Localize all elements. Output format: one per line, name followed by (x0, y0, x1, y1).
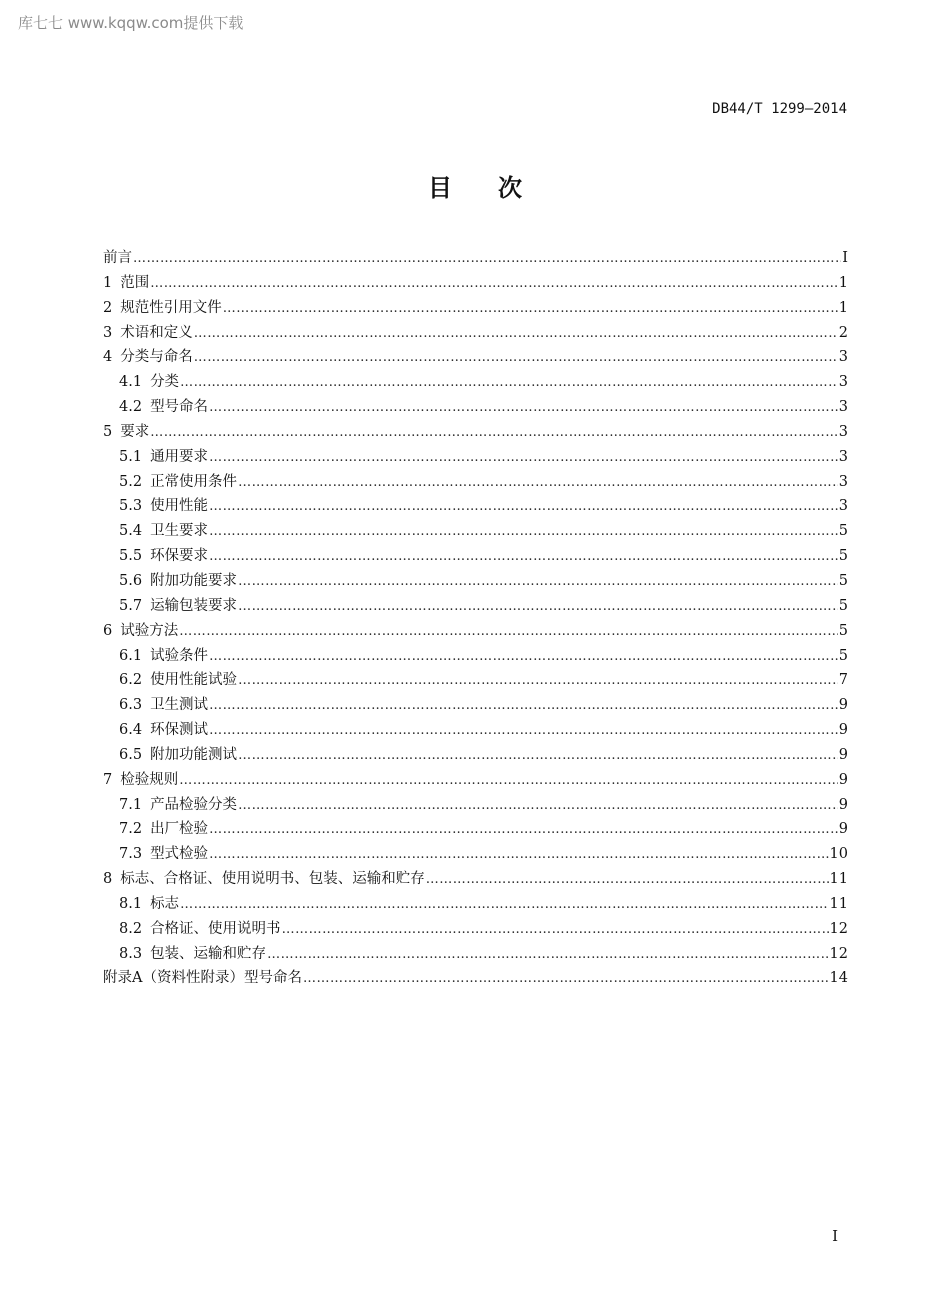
toc-leader-dots (209, 698, 838, 713)
toc-entry-number: 8 (103, 871, 113, 888)
toc-entry-number: 7.1 (119, 796, 143, 813)
toc-entry[interactable] (103, 544, 848, 569)
toc-entry-text: 出厂检验 (150, 821, 209, 838)
toc-leader-dots (179, 773, 838, 788)
toc-entry-label (119, 693, 208, 714)
toc-entry-page: 9 (838, 821, 848, 838)
toc-entry-page: 2 (838, 324, 848, 341)
toc-entry-page: 5 (838, 647, 848, 664)
toc-entry-page: 9 (838, 771, 848, 788)
toc-entry-text: 标志 (150, 895, 180, 912)
toc-entry-page: 3 (838, 349, 848, 366)
toc-entry-number: 5 (103, 423, 113, 440)
toc-entry-number: 5.5 (119, 548, 143, 565)
toc-entry-label (119, 470, 237, 491)
toc-entry-page: 3 (838, 448, 848, 465)
toc-entry-label (119, 817, 208, 838)
toc-entry-text: 使用性能试验 (150, 672, 238, 689)
toc-leader-dots (209, 450, 838, 465)
toc-leader-dots (223, 301, 838, 316)
toc-entry-page: 11 (829, 871, 848, 888)
toc-entry-page: 9 (838, 697, 848, 714)
toc-entry[interactable] (103, 693, 848, 718)
toc-entry[interactable] (103, 445, 848, 470)
toc-entry[interactable] (103, 470, 848, 495)
toc-leader-dots (238, 748, 838, 763)
toc-entry-number: 4.2 (119, 399, 143, 416)
toc-entry-page: 9 (838, 746, 848, 763)
toc-entry-page: 12 (829, 920, 848, 937)
toc-entry-page: 3 (838, 399, 848, 416)
toc-entry-text: 检验规则 (120, 771, 179, 788)
toc-entry[interactable] (103, 793, 848, 818)
toc-entry-number: 6.2 (119, 672, 143, 689)
toc-entry-number: 5.4 (119, 523, 143, 540)
toc-entry-label (119, 395, 208, 416)
toc-entry-page: 3 (838, 498, 848, 515)
toc-entry-text: 卫生要求 (150, 523, 209, 540)
toc-entry-label (119, 743, 237, 764)
toc-entry-number: 5.7 (119, 597, 143, 614)
toc-leader-dots (238, 673, 838, 688)
toc-leader-dots (209, 649, 838, 664)
toc-entry-label (119, 942, 266, 963)
toc-entry-page: 10 (829, 846, 848, 863)
toc-entry-page: 12 (829, 945, 848, 962)
toc-entry-page: 3 (838, 374, 848, 391)
toc-leader-dots (194, 350, 838, 365)
toc-entry-page: 9 (838, 796, 848, 813)
toc-entry[interactable] (103, 892, 848, 917)
toc-entry-label (103, 345, 193, 366)
toc-entry-label (119, 569, 237, 590)
toc-entry-number: 5.3 (119, 498, 143, 515)
toc-entry-label (119, 644, 208, 665)
toc-entry-text: 分类与命名 (120, 349, 193, 366)
toc-entry[interactable] (103, 370, 848, 395)
toc-entry-text: 环保测试 (150, 722, 209, 739)
toc-leader-dots (238, 475, 838, 490)
toc-entry[interactable] (103, 966, 848, 991)
toc-entry-text: 术语和定义 (120, 324, 193, 341)
toc-entry-text: 附加功能测试 (150, 746, 238, 763)
toc-entry-number: 6.5 (119, 746, 143, 763)
toc-leader-dots (267, 947, 828, 962)
toc-leader-dots (303, 971, 829, 986)
toc-entry-text: 要求 (120, 423, 150, 440)
toc-entry-page: 1 (838, 299, 848, 316)
toc-entry-text: 规范性引用文件 (120, 299, 222, 316)
toc-entry-number: 7.2 (119, 821, 143, 838)
toc-entry-text: 通用要求 (150, 448, 209, 465)
toc-entry-page: 1 (838, 274, 848, 291)
toc-leader-dots (133, 251, 841, 266)
toc-entry-text: 包装、运输和贮存 (150, 945, 267, 962)
toc-entry-label (119, 892, 179, 913)
toc-entry-number: 7 (103, 771, 113, 788)
toc-entry-number: 6 (103, 622, 113, 639)
toc-entry-text: 正常使用条件 (150, 473, 238, 490)
toc-entry-number: 4 (103, 349, 113, 366)
toc-leader-dots (179, 624, 838, 639)
toc-entry-number: 8.2 (119, 920, 143, 937)
toc-entry[interactable] (103, 867, 848, 892)
toc-entry[interactable] (103, 395, 848, 420)
toc-entry[interactable] (103, 420, 848, 445)
toc-entry-label (119, 594, 237, 615)
page-title: 目次 (428, 174, 568, 202)
toc-entry-number: 7.3 (119, 846, 143, 863)
toc-entry-text: 型式检验 (150, 846, 209, 863)
toc-entry-label (103, 246, 132, 267)
toc-entry-page: 9 (838, 722, 848, 739)
table-of-contents (103, 246, 848, 991)
toc-entry-label (119, 544, 208, 565)
toc-entry[interactable] (103, 594, 848, 619)
toc-entry[interactable] (103, 917, 848, 942)
toc-entry[interactable] (103, 668, 848, 693)
toc-leader-dots (238, 798, 838, 813)
toc-leader-dots (180, 375, 838, 390)
toc-entry[interactable] (103, 768, 848, 793)
toc-entry[interactable] (103, 345, 848, 370)
toc-entry-text: 型号命名 (150, 399, 209, 416)
toc-entry-number: 6.3 (119, 697, 143, 714)
toc-entry-label (119, 668, 237, 689)
toc-entry[interactable] (103, 494, 848, 519)
toc-entry-label (119, 370, 179, 391)
watermark-text: 库七七 www.kqqw.com提供下载 (18, 14, 244, 32)
toc-entry-label (119, 519, 208, 540)
toc-entry-label (119, 718, 208, 739)
toc-entry-text: 卫生测试 (150, 697, 209, 714)
toc-entry-label (119, 917, 281, 938)
toc-entry-text: 使用性能 (150, 498, 209, 515)
toc-entry-page: 5 (838, 572, 848, 589)
toc-entry-text: 合格证、使用说明书 (150, 920, 281, 937)
toc-entry-label (119, 793, 237, 814)
toc-entry[interactable] (103, 817, 848, 842)
toc-entry-number: 3 (103, 324, 113, 341)
toc-entry-page: 5 (838, 548, 848, 565)
toc-entry-text: 环保要求 (150, 548, 209, 565)
toc-entry[interactable] (103, 246, 848, 271)
toc-entry[interactable] (103, 718, 848, 743)
toc-entry-label (103, 271, 149, 292)
toc-entry-number: 6.4 (119, 722, 143, 739)
toc-leader-dots (209, 549, 838, 564)
toc-leader-dots (209, 822, 838, 837)
toc-entry-number: 2 (103, 299, 113, 316)
toc-leader-dots (180, 897, 828, 912)
toc-entry-text: 范围 (120, 274, 150, 291)
toc-entry-text: 附加功能要求 (150, 572, 238, 589)
toc-entry-text: 试验方法 (120, 622, 179, 639)
toc-entry-text: 标志、合格证、使用说明书、包装、运输和贮存 (120, 871, 425, 888)
toc-entry-text: 附录A（资料性附录）型号命名 (103, 970, 302, 987)
toc-entry-text: 前言 (103, 250, 132, 266)
toc-entry-label (103, 420, 149, 441)
toc-entry-number: 5.6 (119, 572, 143, 589)
toc-entry[interactable] (103, 519, 848, 544)
toc-leader-dots (209, 524, 838, 539)
toc-entry-label (119, 842, 208, 863)
toc-entry-page: 3 (838, 423, 848, 440)
toc-entry-number: 8.1 (119, 895, 143, 912)
toc-entry-text: 产品检验分类 (150, 796, 238, 813)
toc-entry-label (103, 321, 193, 342)
toc-leader-dots (194, 326, 838, 341)
toc-leader-dots (209, 723, 838, 738)
toc-entry-page: 5 (838, 597, 848, 614)
toc-entry-label (103, 619, 178, 640)
toc-leader-dots (150, 276, 838, 291)
toc-leader-dots (426, 872, 829, 887)
toc-entry-label (103, 768, 178, 789)
toc-leader-dots (238, 574, 838, 589)
toc-entry-number: 8.3 (119, 945, 143, 962)
toc-leader-dots (209, 400, 838, 415)
toc-entry-page: 7 (838, 672, 848, 689)
toc-leader-dots (282, 922, 829, 937)
toc-entry-label (103, 966, 302, 987)
toc-entry-text: 试验条件 (150, 647, 209, 664)
toc-entry-number: 5.2 (119, 473, 143, 490)
toc-entry-number: 4.1 (119, 374, 143, 391)
toc-leader-dots (209, 499, 838, 514)
toc-entry-page: 11 (829, 895, 848, 912)
toc-entry[interactable] (103, 619, 848, 644)
toc-entry[interactable] (103, 321, 848, 346)
toc-entry[interactable] (103, 942, 848, 967)
toc-entry-number: 6.1 (119, 647, 143, 664)
toc-entry-page: 5 (838, 622, 848, 639)
toc-leader-dots (150, 425, 838, 440)
toc-entry-number: 5.1 (119, 448, 143, 465)
toc-entry-text: 运输包装要求 (150, 597, 238, 614)
toc-entry[interactable] (103, 271, 848, 296)
toc-entry-label (119, 494, 208, 515)
toc-entry-page: I (842, 250, 848, 266)
toc-entry-page: 14 (829, 970, 848, 987)
toc-leader-dots (238, 599, 838, 614)
toc-entry[interactable] (103, 296, 848, 321)
toc-entry-label (103, 296, 222, 317)
toc-entry-number: 1 (103, 274, 113, 291)
toc-entry-page: 5 (838, 523, 848, 540)
toc-entry-page: 3 (838, 473, 848, 490)
toc-leader-dots (209, 847, 828, 862)
toc-entry[interactable] (103, 569, 848, 594)
toc-entry[interactable] (103, 644, 848, 669)
toc-entry-label (119, 445, 208, 466)
page-number: I (832, 1227, 838, 1245)
toc-entry[interactable] (103, 842, 848, 867)
document-code: DB44/T 1299—2014 (712, 101, 847, 117)
toc-entry-label (103, 867, 425, 888)
toc-entry[interactable] (103, 743, 848, 768)
toc-entry-text: 分类 (150, 374, 180, 391)
